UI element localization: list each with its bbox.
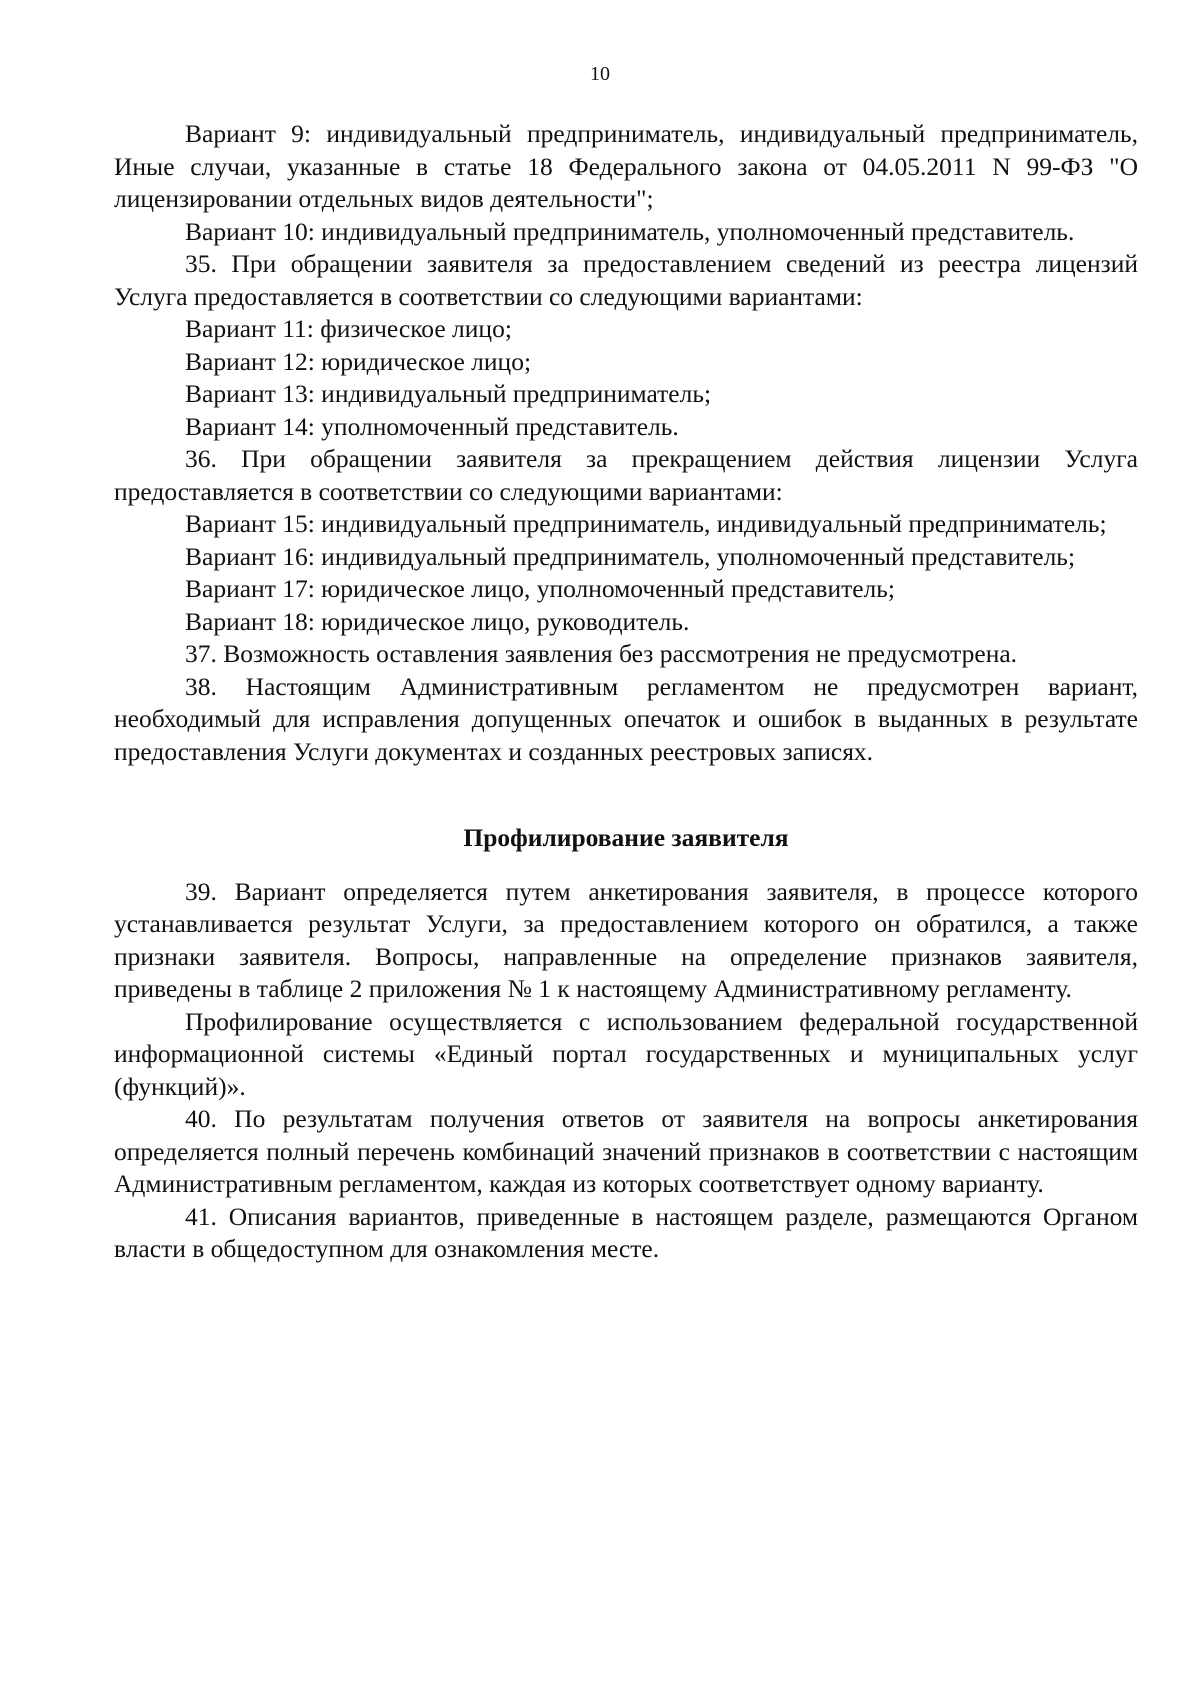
paragraph-35: 35. При обращении заявителя за предоставлением сведений из реестра лицензий Услуга предоставляется в соответствии со следующими вариантами:: [114, 249, 1138, 311]
paragraph-variant-16: Вариант 16: индивидуальный предприниматель, уполномоченный представитель;: [185, 541, 1076, 571]
paragraph-variant-14: Вариант 14: уполномоченный представитель.: [185, 411, 679, 441]
paragraph-39: 39. Вариант определяется путем анкетирования заявителя, в процессе которого устанавливается результат Услуги, за предоставлением которого он обратился, а также признаки заявителя. Вопросы, направленные на определение признаков заявителя, приведены в таблице 2 приложения № 1 к настоящему Административному регламенту.: [114, 876, 1138, 1003]
page-number: 10: [590, 63, 610, 85]
paragraph-variant-13: Вариант 13: индивидуальный предприниматель;: [185, 379, 712, 408]
paragraph-40: 40. По результатам получения ответов от заявителя на вопросы анкетирования определяется полный перечень комбинаций значений признаков в соответствии с настоящим Административным регламентом, каждая из которых соответствует одному варианту.: [114, 1104, 1138, 1198]
paragraph-variant-9: Вариант 9: индивидуальный предприниматель, индивидуальный предприниматель, Иные случаи, указанные в статье 18 Федерального закона от 04.05.2011 N 99-ФЗ "О лицензировании отдельных видов деятельности";: [114, 119, 1138, 213]
paragraph-variant-11: Вариант 11: физическое лицо;: [185, 314, 512, 343]
paragraph-variant-15: Вариант 15: индивидуальный предприниматель, индивидуальный предприниматель;: [185, 509, 1107, 538]
paragraph-37: 37. Возможность оставления заявления без рассмотрения не предусмотрена.: [185, 639, 1018, 668]
paragraph-variant-17: Вариант 17: юридическое лицо, уполномоченный представитель;: [185, 574, 895, 603]
paragraph-41: 41. Описания вариантов, приведенные в настоящем разделе, размещаются Органом власти в общедоступном для ознакомления месте.: [114, 1201, 1138, 1263]
paragraph-variant-12: Вариант 12: юридическое лицо;: [185, 346, 532, 376]
paragraph-36: 36. При обращении заявителя за прекращением действия лицензии Услуга предоставляется в соответствии со следующими вариантами:: [114, 444, 1138, 506]
paragraph-variant-18: Вариант 18: юридическое лицо, руководитель.: [185, 606, 690, 636]
document-body: [114, 118, 1138, 1266]
paragraph-profiling: Профилирование осуществляется с использованием федеральной государственной информационной системы «Единый портал государственных и муниципальных услуг (функций)».: [114, 1006, 1138, 1101]
paragraph-38: 38. Настоящим Административным регламентом не предусмотрен вариант, необходимый для исправления допущенных опечаток и ошибок в выданных в результате предоставления Услуги документах и созданных реестровых записях.: [114, 671, 1138, 766]
paragraph-variant-10: Вариант 10: индивидуальный предприниматель, уполномоченный представитель.: [185, 216, 1075, 246]
section-heading: Профилирование заявителя: [463, 823, 789, 852]
